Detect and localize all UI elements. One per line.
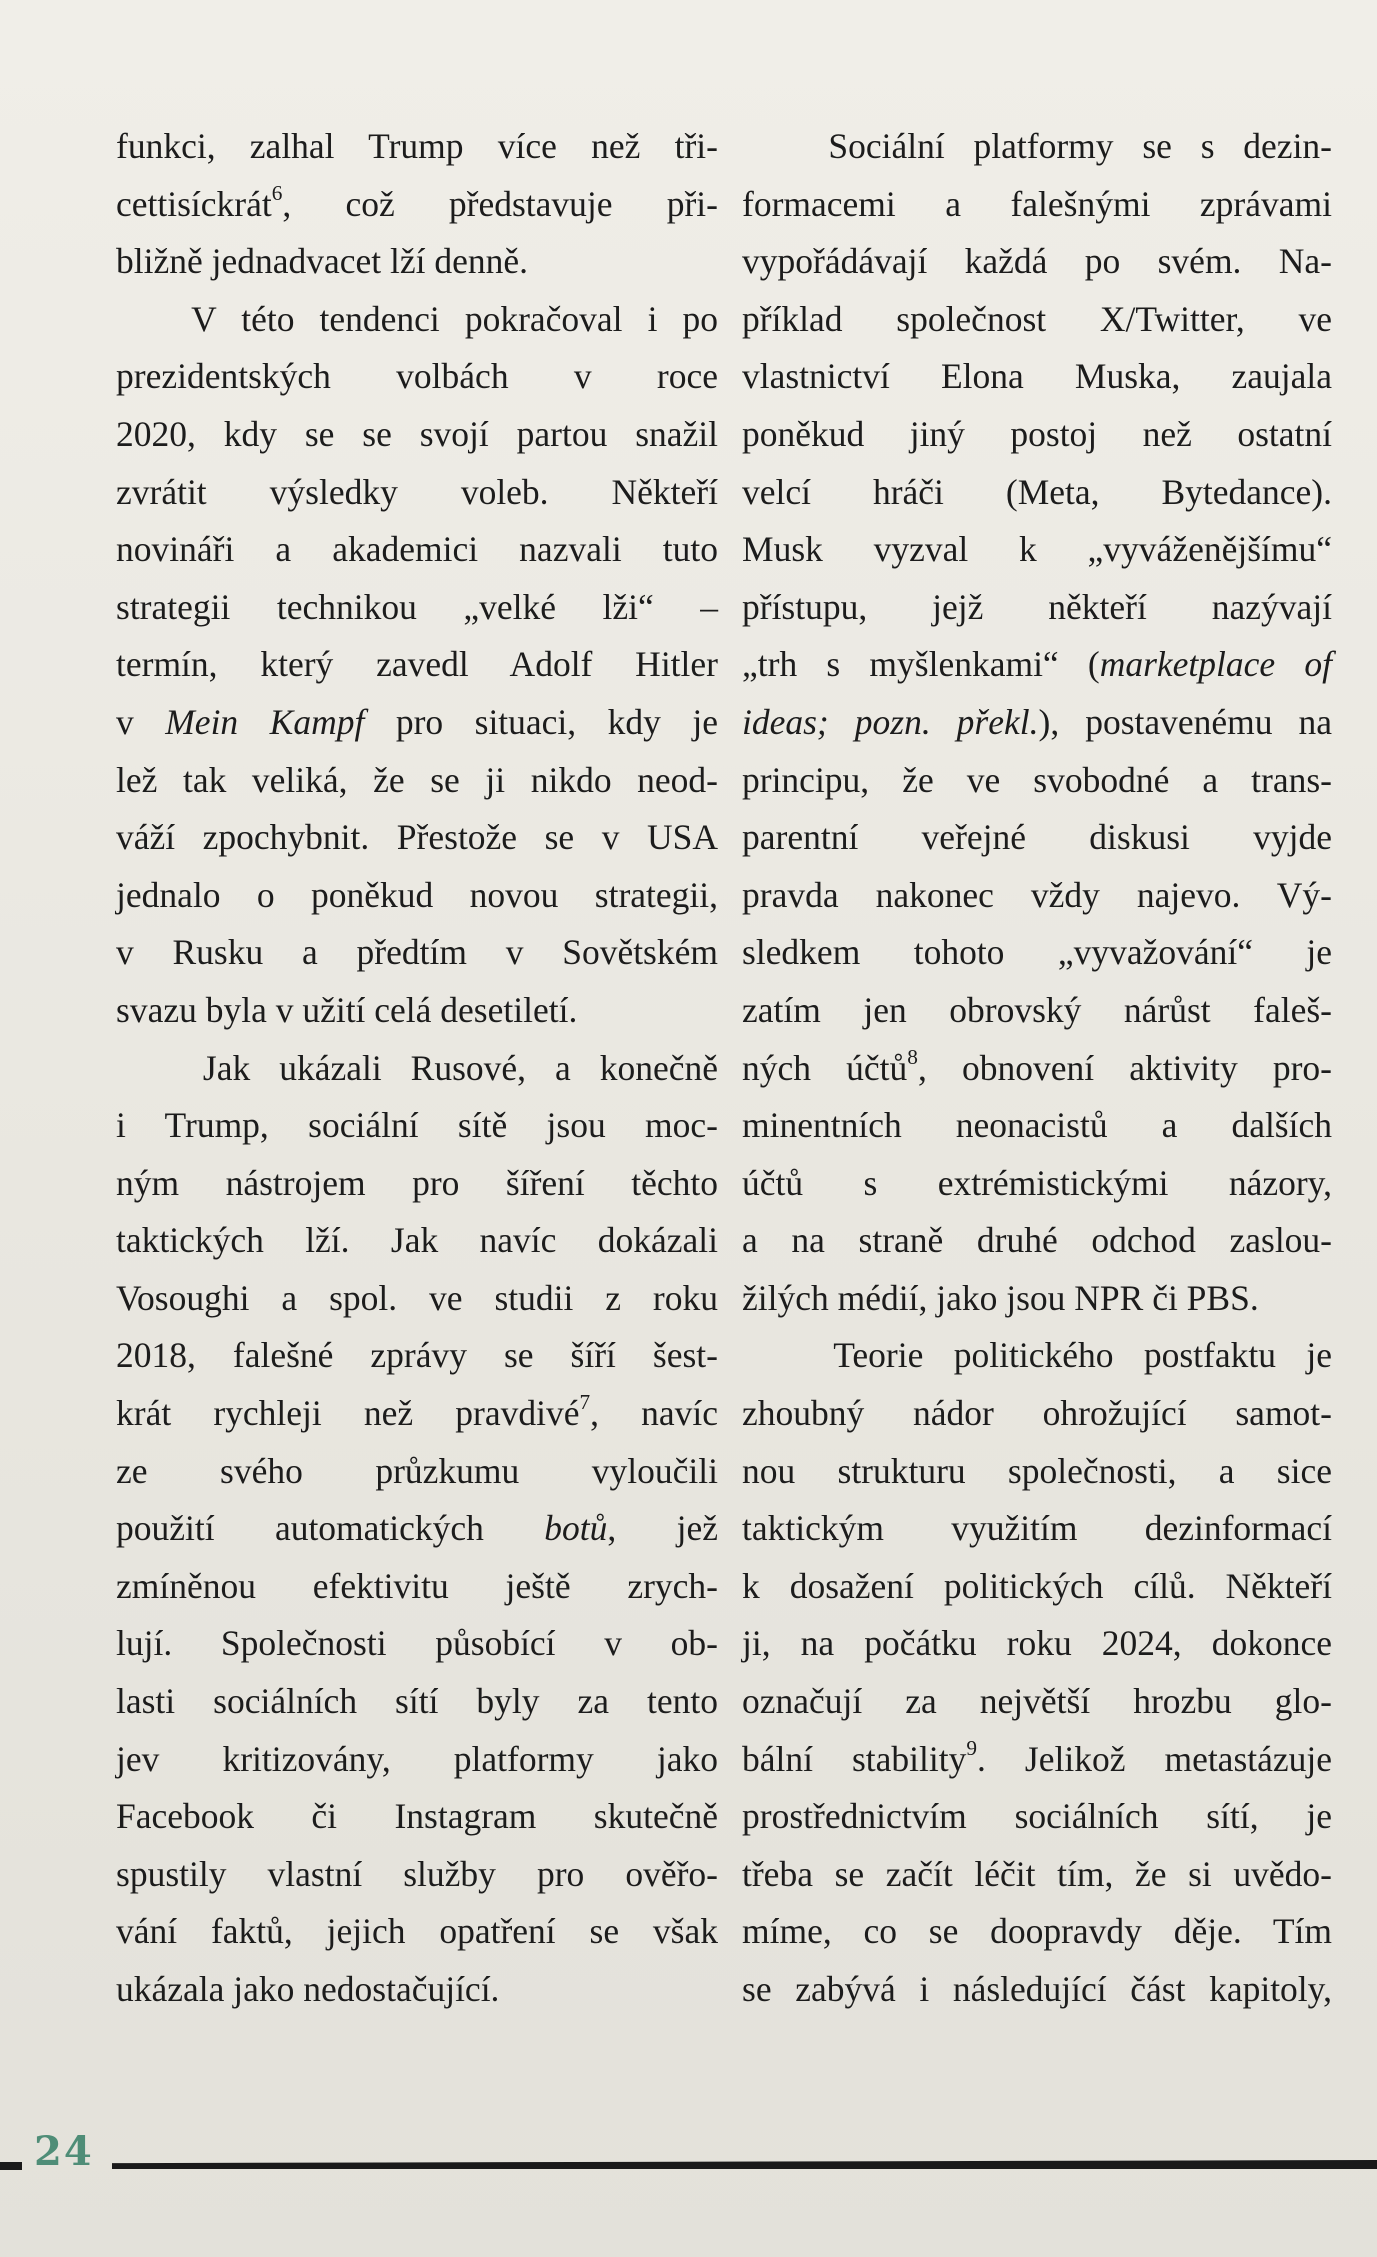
left_column-text-line: i Trump, sociální sítě jsou moc- bbox=[116, 1105, 718, 1146]
left_column-text-line: v Mein Kampf pro situaci, kdy je bbox=[116, 701, 719, 742]
left_column-text-line: jev kritizovány, platformy jako bbox=[116, 1738, 718, 1779]
left_column-text-line: jednalo o poněkud novou strategii, bbox=[116, 874, 718, 915]
right_column-text-line: zhoubný nádor ohrožující samot- bbox=[742, 1393, 1332, 1434]
left_column-text-line: lují. Společnosti působící v ob- bbox=[116, 1623, 718, 1664]
left_column-text-line: svazu byla v užití celá desetiletí. bbox=[116, 989, 578, 1030]
left_column-text-line: lež tak veliká, že se ji nikdo neod- bbox=[116, 759, 718, 800]
right_column-text-line: parentní veřejné diskusi vyjde bbox=[742, 817, 1332, 858]
left_column-text-line: funkci, zalhal Trump více než tři- bbox=[116, 126, 718, 166]
left_column-text-line: strategii technikou „velké lži“ – bbox=[116, 586, 718, 627]
left_column-text-line: použití automatických botů, jež bbox=[116, 1508, 718, 1549]
right_column-text-line: formacemi a falešnými zprávami bbox=[742, 183, 1332, 224]
right_column-text-line: přístupu, jejž někteří nazývají bbox=[742, 586, 1332, 627]
right_column-text-line: bální stability$^9$. Jelikož metastázuje bbox=[742, 1735, 1333, 1779]
right-text-column bbox=[742, 118, 1332, 2019]
right_column-text-line: míme, co se doopravdy děje. Tím bbox=[742, 1911, 1332, 1952]
right_column-text-line: ideas; pozn. překl.), postavenému na bbox=[742, 701, 1332, 742]
right_column-text-line: příklad společnost X/Twitter, ve bbox=[742, 298, 1332, 339]
right_column-text-line: taktickým využitím dezinformací bbox=[742, 1508, 1332, 1549]
page-footer bbox=[0, 2128, 1377, 2188]
left_column-text-line: taktických lží. Jak navíc dokázali bbox=[116, 1220, 718, 1261]
left_column-text-line: Jak ukázali Rusové, a konečně bbox=[116, 1047, 718, 1088]
right_column-text-line: prostřednictvím sociálních sítí, je bbox=[742, 1796, 1332, 1837]
right_column-text-line: pravda nakonec vždy najevo. Vý- bbox=[742, 874, 1332, 915]
left_column-text-line: Facebook či Instagram skutečně bbox=[116, 1796, 718, 1837]
right_column-text-line: velcí hráči (Meta, Bytedance). bbox=[742, 471, 1332, 512]
right_column-text-line: označují za největší hrozbu glo- bbox=[742, 1681, 1332, 1722]
right_column-text-line: žilých médií, jako jsou NPR či PBS. bbox=[742, 1277, 1259, 1318]
left_column-text-line: cettisíckrát$^6$, což představuje při- bbox=[116, 180, 718, 224]
left_column-text-line: bližně jednadvacet lží denně. bbox=[116, 241, 528, 282]
right_column-text-line: „trh s myšlenkami“ (marketplace of bbox=[742, 644, 1332, 685]
right_column-text-line: Teorie politického postfaktu je bbox=[742, 1335, 1332, 1376]
left_column-text-line: Vosoughi a spol. ve studii z roku bbox=[116, 1277, 718, 1318]
right_column-text-line: a na straně druhé odchod zaslou- bbox=[742, 1220, 1332, 1261]
left_column-text-line: krát rychleji než pravdivé$^7$, navíc bbox=[116, 1390, 718, 1434]
right_column-text-line: ných účtů$^8$, obnovení aktivity pro- bbox=[742, 1044, 1332, 1088]
page-number: 24 bbox=[34, 2128, 94, 2175]
right_column-text-line: účtů s extrémistickými názory, bbox=[742, 1162, 1332, 1203]
footer-rule-left bbox=[0, 2162, 22, 2170]
left_column-text-line: zmíněnou efektivitu ještě zrych- bbox=[116, 1565, 718, 1606]
left_column-text-line: lasti sociálních sítí byly za tento bbox=[116, 1681, 718, 1722]
right_column-text-line: sledkem tohoto „vyvažování“ je bbox=[742, 932, 1332, 973]
left_column-text-line: spustily vlastní služby pro ověřo- bbox=[116, 1853, 718, 1894]
right_column-text-line: se zabývá i následující část kapitoly, bbox=[742, 1969, 1332, 2009]
right_column-text-line: poněkud jiný postoj než ostatní bbox=[742, 413, 1332, 454]
left_column-text-line: novináři a akademici nazvali tuto bbox=[116, 529, 718, 570]
left_column-text-line: prezidentských volbách v roce bbox=[116, 356, 718, 397]
right_column-text-line: ji, na počátku roku 2024, dokonce bbox=[742, 1623, 1332, 1664]
left_column-text-line: 2018, falešné zprávy se šíří šest- bbox=[116, 1335, 718, 1376]
footer-rule bbox=[112, 2160, 1377, 2169]
left-text-column bbox=[116, 118, 718, 2019]
left_column-text-line: v Rusku a předtím v Sovětském bbox=[116, 932, 718, 973]
right_column-text-line: Musk vyzval k „vyváženějšímu“ bbox=[742, 529, 1332, 570]
right_column-text-line: vlastnictví Elona Muska, zaujala bbox=[742, 356, 1332, 397]
left_column-text-line: vání faktů, jejich opatření se však bbox=[116, 1911, 718, 1952]
left_column-text-line: V této tendenci pokračoval i po bbox=[116, 298, 718, 339]
left_column-text-line: ukázala jako nedostačující. bbox=[116, 1969, 500, 2009]
right_column-text-line: vypořádávají každá po svém. Na- bbox=[742, 241, 1332, 282]
right_column-text-line: třeba se začít léčit tím, že si uvědo- bbox=[742, 1853, 1332, 1894]
left_column-text-line: ze svého průzkumu vyloučili bbox=[116, 1450, 718, 1491]
right_column-text-line: k dosažení politických cílů. Někteří bbox=[742, 1565, 1332, 1606]
left_column-text-line: váží zpochybnit. Přestože se v USA bbox=[116, 817, 718, 858]
left_column-text-line: ným nástrojem pro šíření těchto bbox=[116, 1162, 718, 1203]
right_column-text-line: minentních neonacistů a dalších bbox=[742, 1105, 1332, 1146]
left_column-text-line: 2020, kdy se se svojí partou snažil bbox=[116, 413, 718, 454]
right_column-text-line: zatím jen obrovský nárůst faleš- bbox=[742, 989, 1332, 1030]
left_column-text-line: zvrátit výsledky voleb. Někteří bbox=[116, 471, 718, 512]
right_column-text-line: Sociální platformy se s dezin- bbox=[742, 126, 1332, 166]
right_column-text-line: principu, že ve svobodné a trans- bbox=[742, 759, 1332, 800]
right_column-text-line: nou strukturu společnosti, a sice bbox=[742, 1450, 1332, 1491]
left_column-text-line: termín, který zavedl Adolf Hitler bbox=[116, 644, 718, 685]
